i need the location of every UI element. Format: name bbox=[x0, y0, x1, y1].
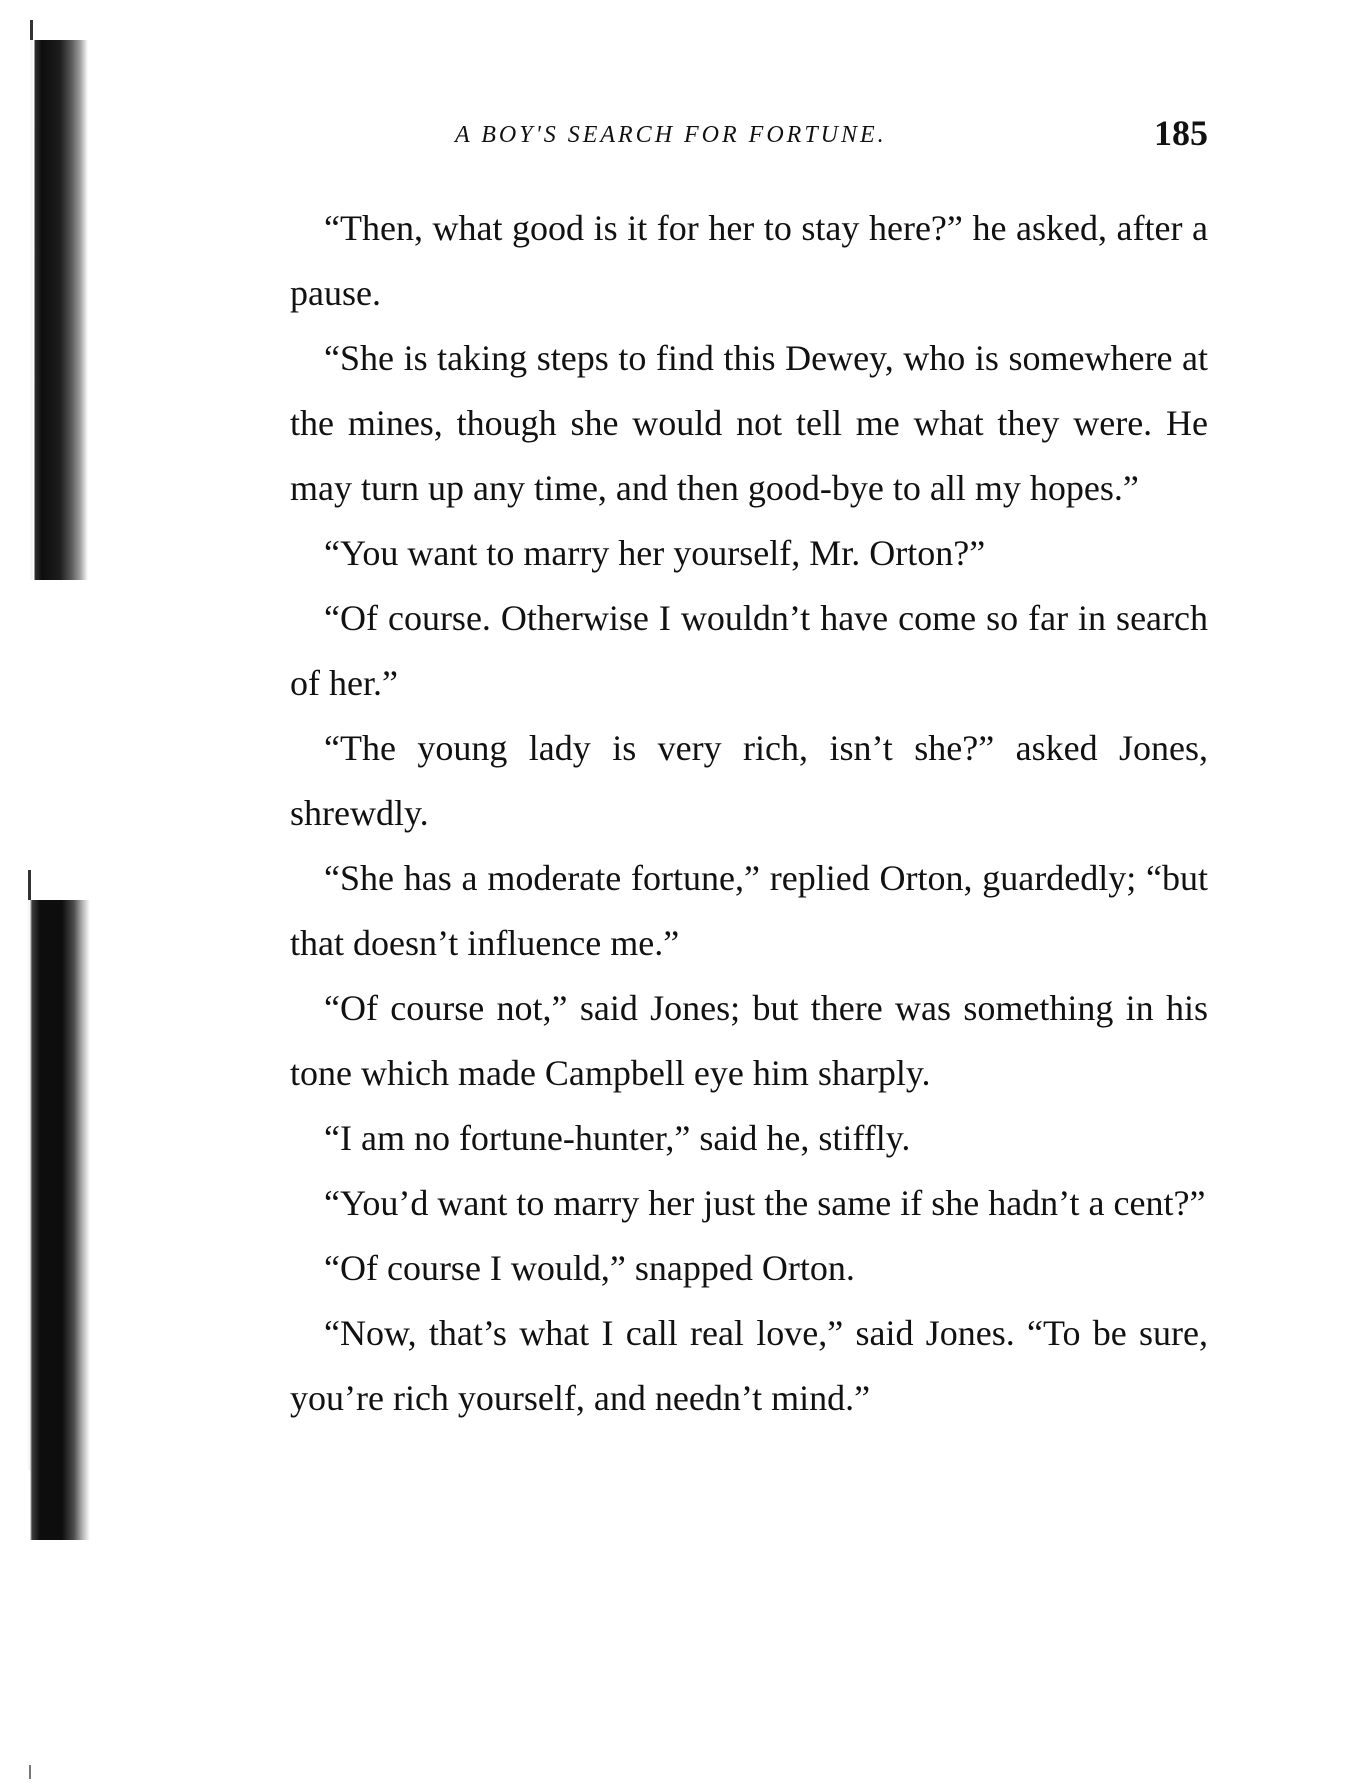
paragraph: “She has a moderate fortune,” replied Orton, guardedly; “but that doesn’t influence me.” bbox=[290, 858, 1208, 963]
paragraph: “Now, that’s what I call real love,” said Jones. “To be sure, you’re rich yourself, and needn’t mind.” bbox=[290, 1313, 1208, 1418]
page-number: 185 bbox=[1154, 113, 1208, 153]
paragraph: “Of course I would,” snapped Orton. bbox=[324, 1248, 855, 1288]
paragraph: “Then, what good is it for her to stay here?” he asked, after a pause. bbox=[290, 208, 1208, 313]
binding-shadow-bottom bbox=[18, 900, 90, 1540]
scan-speck bbox=[29, 1765, 31, 1779]
page-header bbox=[290, 112, 1208, 162]
paragraph: “You’d want to marry her just the same if she hadn’t a cent?” bbox=[324, 1183, 1206, 1223]
paragraph: “I am no fortune-hunter,” said he, stiffly. bbox=[324, 1118, 911, 1158]
binding-shadow-top bbox=[20, 40, 88, 580]
page-body bbox=[290, 196, 1208, 1431]
paragraph: “You want to marry her yourself, Mr. Orton?” bbox=[324, 533, 986, 573]
paragraph: “The young lady is very rich, isn’t she?” asked Jones, shrewdly. bbox=[290, 728, 1208, 833]
paragraph: “She is taking steps to find this Dewey, who is somewhere at the mines, though she would not tell me what they were. He may turn up any time, and then good-bye to all my hopes.” bbox=[290, 338, 1208, 508]
paragraph: “Of course not,” said Jones; but there was something in his tone which made Campbell eye him sharply. bbox=[290, 988, 1208, 1093]
running-title: A BOY'S SEARCH FOR FORTUNE. bbox=[455, 122, 887, 148]
paragraph: “Of course. Otherwise I wouldn’t have come so far in search of her.” bbox=[290, 598, 1208, 703]
